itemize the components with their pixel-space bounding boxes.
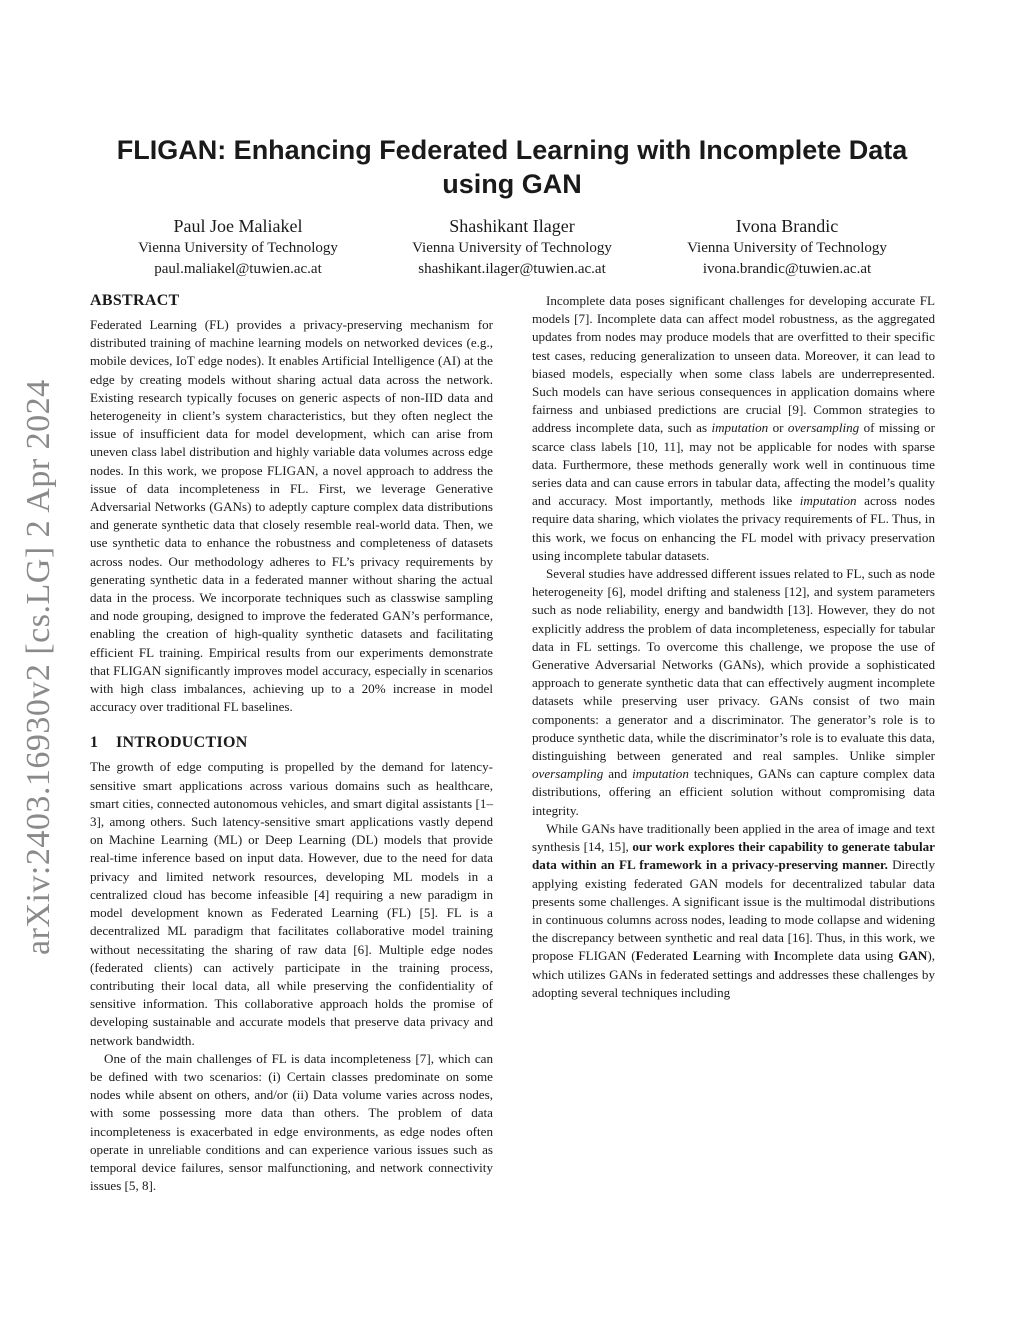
intro-paragraph-5 — [532, 820, 935, 1002]
author-email: ivona.brandic@tuwien.ac.at — [702, 261, 872, 277]
text-run: Directly applying existing federated GAN models for decentralized tabular data presents some challenges. A significant issue is the multimodal distributions in continuous columns across nodes, leading to mode collapse and widening the discrepancy between synthetic and real data [16]. Thus, in this work, we propose FLIGAN ( — [532, 857, 935, 964]
text-run: ncomplete data using — [778, 948, 899, 964]
bold-claim: our work explores their capability to generate tabular data within an FL framework in a privacy-preserving manner. — [532, 839, 935, 873]
author-block — [372, 214, 652, 280]
text-run: techniques, GANs can capture complex data distributions, offering an efficient solution without compromising data integrity. — [532, 766, 935, 818]
left-column — [90, 290, 493, 1195]
emphasis-term: oversampling — [787, 420, 860, 436]
intro-paragraph-1: The growth of edge computing is propelled by the demand for latency-sensitive smart applications across various domains such as healthcare, smart cities, connected autonomous vehicles, and smart digital assistants [1–3], among others. Such latency-sensitive smart applications vastly depend on Machine Learning (ML) or Deep Learning (DL) models that provide real-time inference based on input data. However, due to the need for data privacy and limited network resources, developing ML models in a centralized cloud has become infeasible [4] requiring a new paradigm in model development known as Federated Learning (FL) [5]. FL is a decentralized ML paradigm that facilitates collaborative model training without necessitating the sharing of raw data [6]. Multiple edge nodes (federated clients) can actively participate in the training process, contributing their local data, all while preserving the confidentiality of sensitive information. This collaborative approach holds the promise of developing sustainable and accurate models that preserve data privacy and network bandwidth. — [90, 759, 493, 1048]
introduction-heading — [90, 732, 493, 754]
text-run: Incomplete data poses significant challenges for developing accurate FL models [7]. Incomplete data can affect model robustness, as the aggregated updates from nodes may produce models that are overfitted to their specific test cases, reducing generalization to unseen data. Moreover, it can lead to biased models, especially when some class labels are underrepresented. Such models can have serious consequences in application domains where fairness and unbiased predictions are crucial [9]. Common strategies to address incomplete data, such as — [532, 293, 935, 436]
acronym-letter: L — [692, 948, 702, 964]
intro-paragraph-3 — [532, 292, 935, 565]
author-email: shashikant.ilager@tuwien.ac.at — [418, 261, 606, 277]
text-run: across nodes require data sharing, which violates the privacy requirements of FL. Thus, in this work, we focus on enhancing the FL model with privacy preservation using incomplete tabular datasets. — [532, 493, 935, 563]
author-block — [98, 214, 378, 280]
paper-title: FLIGAN: Enhancing Federated Learning with Incomplete Data using GAN — [116, 135, 908, 199]
author-name: Paul Joe Maliakel — [173, 216, 303, 236]
author-affiliation: Vienna University of Technology — [138, 240, 338, 256]
author-name: Shashikant Ilager — [449, 216, 575, 236]
text-run: ederated — [643, 948, 693, 964]
text-run: While GANs have traditionally been applied in the area of image and text synthesis [14, 15], — [532, 820, 935, 855]
author-name: Ivona Brandic — [735, 216, 839, 236]
emphasis-term: imputation — [711, 420, 769, 436]
emphasis-term: oversampling — [532, 766, 604, 782]
author-affiliation: Vienna University of Technology — [412, 240, 612, 256]
emphasis-term: imputation — [799, 493, 857, 509]
text-run: ), which utilizes GANs in federated settings and addresses these challenges by adopting several techniques including — [532, 948, 935, 1000]
author-affiliation: Vienna University of Technology — [687, 240, 887, 256]
abstract-text: Federated Learning (FL) provides a privacy-preserving mechanism for distributed training of machine learning models on networked devices (e.g., mobile devices, IoT edge nodes). It enables Artificial Intelligence (AI) at the edge by creating models without sharing actual data across the network. Existing research typically focuses on generic aspects of non-IID data and heterogeneity in client’s system characteristics, but they often neglect the issue of insufficient data for model development, which can arise from uneven class label distribution and highly variable data volumes across edge nodes. In this work, we propose FLIGAN, a novel approach to address the issue of data incompleteness in FL. First, we leverage Generative Adversarial Networks (GANs) to adeptly capture complex data distributions and generate synthetic data that closely resemble real-world data. Then, we use synthetic data to enhance the robustness and completeness of datasets across nodes. Our methodology adheres to FL’s privacy requirements by generating synthetic data in a federated manner without sharing the actual data in the process. We incorporate techniques such as classwise sampling and node grouping, designed to improve the federated GAN’s performance, enabling the creation of high-quality synthetic datasets and facilitating efficient FL training. Empirical results from our experiments demonstrate that FLIGAN significantly improves model accuracy, especially in scenarios with high class imbalances, achieving up to a 20% increase in model accuracy over traditional FL baselines. — [90, 317, 493, 715]
section-title: INTRODUCTION — [116, 734, 248, 752]
arxiv-identifier-stamp: arXiv:2403.16930v2 [cs.LG] 2 Apr 2024 — [20, 379, 57, 955]
emphasis-term: imputation — [632, 766, 689, 782]
text-run: earning with — [701, 948, 774, 964]
author-email: paul.maliakel@tuwien.ac.at — [154, 261, 322, 277]
text-run: of missing or scarce class labels [10, 11], may not be applicable for nodes with sparse data. Furthermore, these methods generally work well in continuous time series data and can cause errors in tabular data, affecting the model’s quality and accuracy. Most importantly, methods like — [532, 420, 935, 509]
intro-paragraph-2: One of the main challenges of FL is data incompleteness [7], which can be defined with two scenarios: (i) Certain classes predominate on some nodes while absent on others, and/or (ii) Data volume varies across nodes, with some possessing more data than others. The problem of data incompleteness is exacerbated in edge environments, as edge nodes often operate in unreliable conditions and can experience various issues such as temporal device failures, sensor malfunctioning, and network connectivity issues [5, 8]. — [90, 1050, 493, 1194]
intro-paragraph-4 — [532, 565, 935, 820]
abstract-heading: ABSTRACT — [90, 292, 180, 309]
acronym-letter: F — [635, 948, 644, 964]
acronym-letter: GAN — [898, 948, 928, 964]
text-run: and — [603, 766, 633, 782]
text-run: or — [768, 420, 788, 436]
text-run: Several studies have addressed different issues related to FL, such as node heterogeneity [6], model drifting and staleness [12], and system parameters such as node reliability, energy and bandwidth [13]. However, they do not explicitly address the problem of data incompleteness, especially for tabular data in FL settings. To overcome this challenge, we propose the use of Generative Adversarial Networks (GANs), which provide a sophisticated approach to generate synthetic data that can effectively augment incomplete datasets while preserving user privacy. GANs consist of two main components: a generator and a discriminator. The generator’s role is to produce synthetic data, while the discriminator’s role is to evaluate this data, distinguishing between generated and real samples. Unlike simpler — [532, 566, 935, 764]
section-number: 1 — [90, 734, 99, 752]
right-column — [532, 292, 935, 1002]
acronym-letter: I — [773, 948, 779, 964]
author-block — [647, 214, 927, 280]
